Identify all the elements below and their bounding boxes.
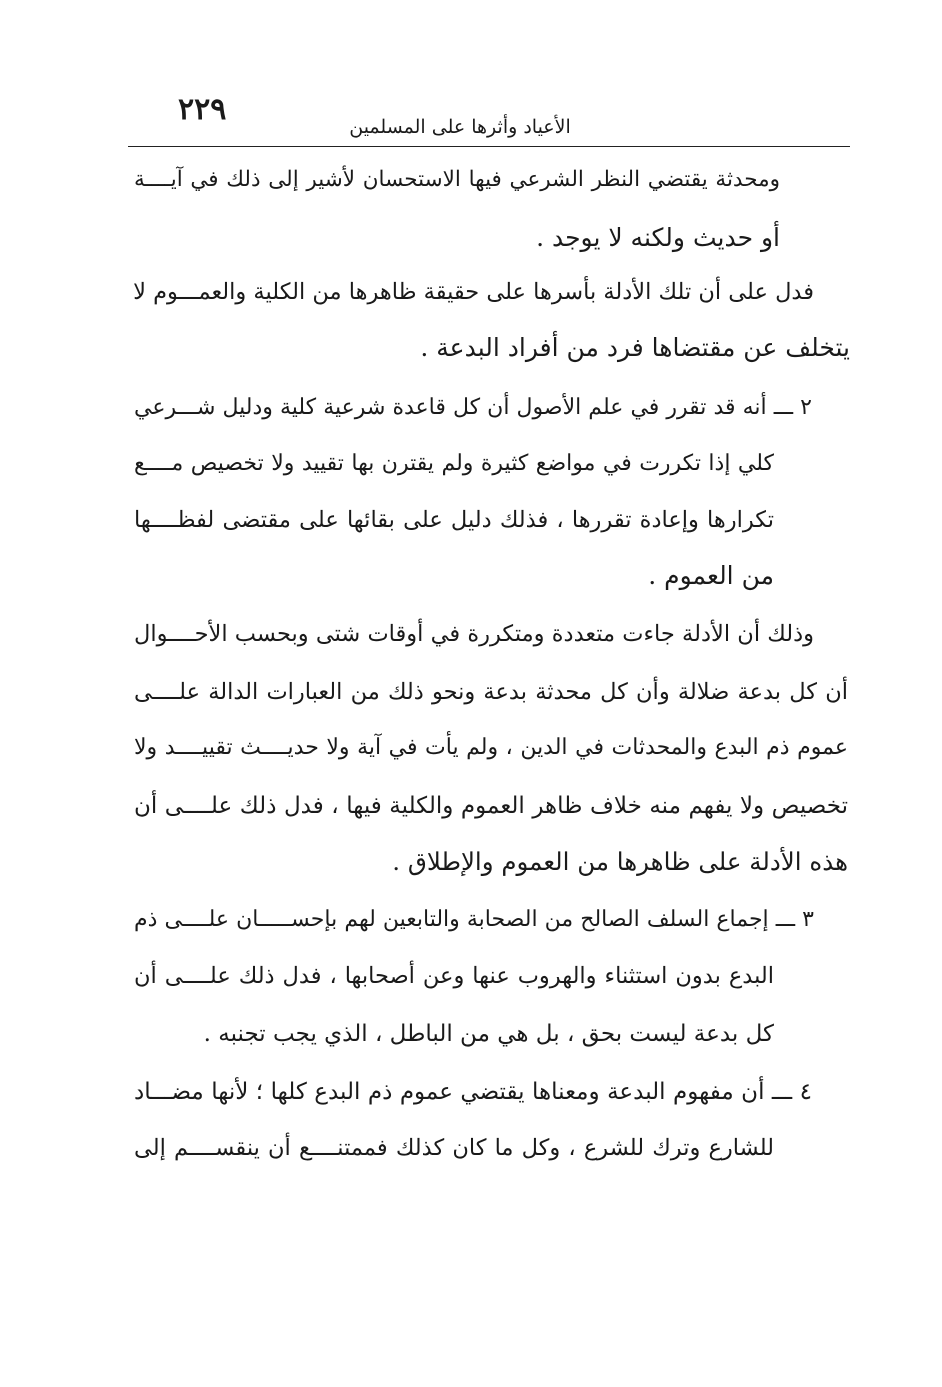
header-divider — [128, 146, 850, 147]
text-line: ٢ ـــ أنه قد تقرر في علم الأصول أن كل قاعدة شرعية كلية ودليل شـــرعي — [134, 395, 812, 420]
text-line: ٤ ـــ أن مفهوم البدعة ومعناها يقتضي عموم ذم البدع كلها ؛ لأنها مضـــاد — [134, 1079, 812, 1105]
text-line: أن كل بدعة ضلالة وأن كل محدثة بدعة ونحو ذلك من العبارات الدالة علــــى — [134, 679, 848, 705]
text-line: ٣ ـــ إجماع السلف الصالح من الصحابة والتابعين لهم بإحســـــان علــــى ذم — [134, 907, 814, 932]
text-line: للشارع وترك للشرع ، وكل ما كان كذلك فممتنــــع أن ينقســــم إلى — [134, 1135, 774, 1161]
text-line: وذلك أن الأدلة جاءت متعددة ومتكررة في أوقات شتى وبحسب الأحــــوال — [134, 621, 814, 647]
text-line: تكرارها وإعادة تقررها ، فذلك دليل على بقائها على مقتضى لفظــــها — [134, 507, 774, 533]
text-line: أو حديث ولكنه لا يوجد . — [536, 223, 780, 252]
running-title: الأعياد وأثرها على المسلمين — [349, 116, 571, 138]
text-line: كلي إذا تكررت في مواضع كثيرة ولم يقترن بها تقييد ولا تخصيص مــــع — [134, 451, 774, 476]
text-line: يتخلف عن مقتضاها فرد من أفراد البدعة . — [420, 333, 850, 362]
page-number: ٢٢٩ — [178, 92, 227, 127]
text-line: هذه الأدلة على ظاهرها من العموم والإطلاق . — [392, 847, 848, 876]
text-line: من العموم . — [648, 561, 774, 590]
text-line: ومحدثة يقتضي النظر الشرعي فيها الاستحسان لأشير إلى ذلك في آيــــة — [134, 167, 780, 192]
text-line: كل بدعة ليست بحق ، بل هي من الباطل ، الذي يجب تجنبه . — [203, 1021, 774, 1047]
text-line: فدل على أن تلك الأدلة بأسرها على حقيقة ظاهرها من الكلية والعمـــوم لا — [133, 279, 814, 305]
text-line: تخصيص ولا يفهم منه خلاف ظاهر العموم والكلية فيها ، فدل ذلك علــــى أن — [134, 793, 848, 819]
text-line: البدع بدون استثناء والهروب عنها وعن أصحابها ، فدل ذلك علــــى أن — [134, 963, 774, 989]
text-line: عموم ذم البدع والمحدثات في الدين ، ولم يأت في آية ولا حديــــث تقييــــد ولا — [134, 735, 848, 760]
